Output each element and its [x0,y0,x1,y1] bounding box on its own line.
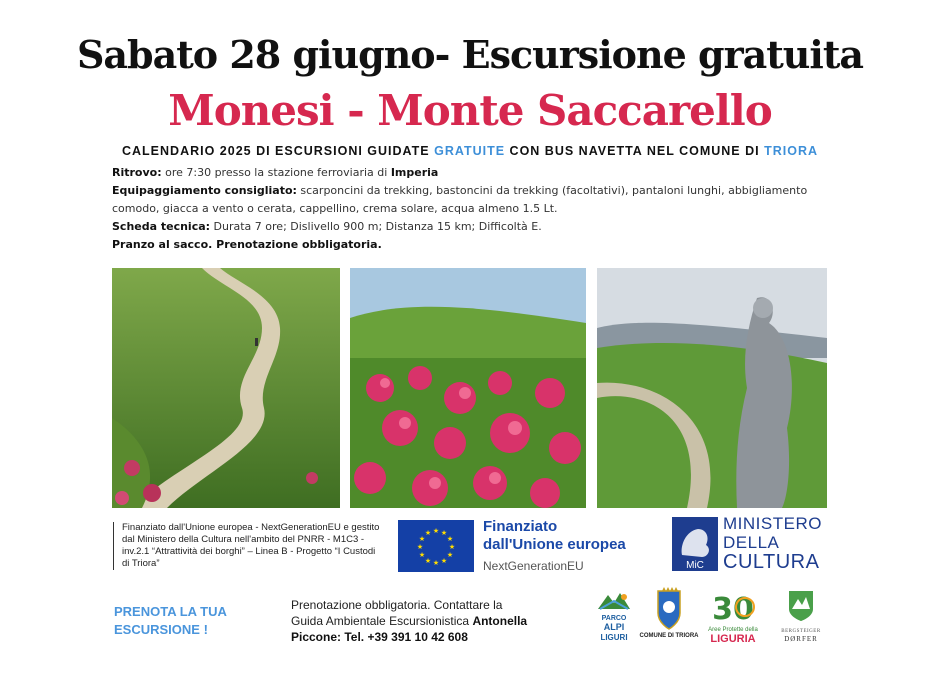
bergsteigerdorfer-logo [772,587,830,645]
contact-text: Prenotazione obbligatoria. Contattare la Guida Ambientale Escursionistica [291,598,503,628]
mic-cultura: CULTURA [723,551,820,573]
svg-text:PARCO: PARCO [601,615,627,622]
svg-text:★: ★ [418,551,426,559]
guide-phone: Tel. +39 391 10 42 608 [344,630,468,644]
book-your-excursion[interactable] [114,603,227,639]
tech-label: Scheda tecnica: [112,220,211,233]
eu-unione: dall'Unione europea [483,536,626,553]
comune-caption: COMUNE DI TRIORA [639,633,699,639]
svg-text:★: ★ [440,529,448,537]
mic-logo-icon [672,517,718,571]
prenota-line1: PRENOTA LA TUA [114,604,227,619]
berg-line2: DØRFER [784,635,818,643]
svg-text:★: ★ [418,535,426,543]
parco-alpi-liguri-logo [594,587,634,645]
aree-liguria: LIGURIA [710,633,756,645]
lunch-line [112,236,832,254]
equipment-label: Equipaggiamento consigliato: [112,184,297,197]
svg-text:LIGURI: LIGURI [600,633,628,642]
photo-trail [112,268,340,508]
aree-protette-logo [703,587,763,645]
mic-ministero: MINISTERO [723,514,822,533]
guide-name: Antonella Piccone: [291,614,528,644]
comune-triora-logo [638,587,700,645]
svg-text:★: ★ [448,543,456,551]
svg-text:★: ★ [432,527,440,535]
title-date: Sabato 28 giugno- Escursione gratuita [76,32,864,77]
aree-text: Aree Protette della [708,627,758,633]
svg-text:★: ★ [446,551,454,559]
aree-number: 30 [712,592,754,627]
ritrovo-text: ore 7:30 presso la stazione ferroviaria di [161,166,391,179]
eu-flag-icon [398,520,474,572]
calendar-subtitle [0,144,940,158]
svg-text:★: ★ [440,557,448,565]
photo-flowers [350,268,586,508]
ritrovo-place: Imperia [390,166,439,179]
subtitle-part1: CALENDARIO 2025 DI ESCURSIONI GUIDATE [121,144,435,158]
svg-text:★: ★ [446,535,454,543]
mic-box-label: MiC [686,560,704,571]
tech-text: Durata 7 ore; Dislivello 900 m; Distanza 15 km; Difficoltà E. [210,220,542,233]
excursion-info [112,164,832,254]
equipment-line [112,182,832,218]
ritrovo-label: Ritrovo: [112,166,162,179]
ritrovo-line [112,164,832,182]
funding-statement: Finanziato dall'Unione europea - NextGenerationEU e gestito dal Ministero della Cultura nell'ambito del PNRR - M1C3 - inv.2.1 “Attrattività dei borghi” – Linea B - Progetto “I Custodi di Triora” [113,522,383,570]
svg-text:★: ★ [424,529,432,537]
title-route: Monesi - Monte Saccarello [168,86,772,135]
prenota-line2: ESCURSIONE ! [114,622,208,637]
svg-text:★: ★ [416,543,424,551]
tech-line [112,218,832,236]
svg-text:ALPI: ALPI [603,622,625,632]
subtitle-triora: TRIORA [764,144,819,158]
subtitle-gratuite: GRATUITE [434,144,506,158]
lunch-text: Pranzo al sacco. Prenotazione obbligatoria. [112,238,382,251]
photo-statue [597,268,827,508]
berg-line1: BERGSTEIGER [781,629,821,634]
mic-della: DELLA [723,533,780,552]
booking-contact [291,597,531,645]
equipment-text: scarponcini da trekking, bastoncini da trekking (facoltativi), pantaloni lunghi, abbigliamento comodo, giacca a vento o cerata, cappellino, crema solare, acqua almeno 1.5 Lt. [112,184,808,215]
svg-text:★: ★ [432,559,440,567]
eu-nextgen: NextGenerationEU [483,559,584,573]
eu-finanziato: Finanziato [483,518,558,535]
svg-text:★: ★ [424,557,432,565]
subtitle-part2: CON BUS NAVETTA NEL COMUNE DI [505,144,765,158]
